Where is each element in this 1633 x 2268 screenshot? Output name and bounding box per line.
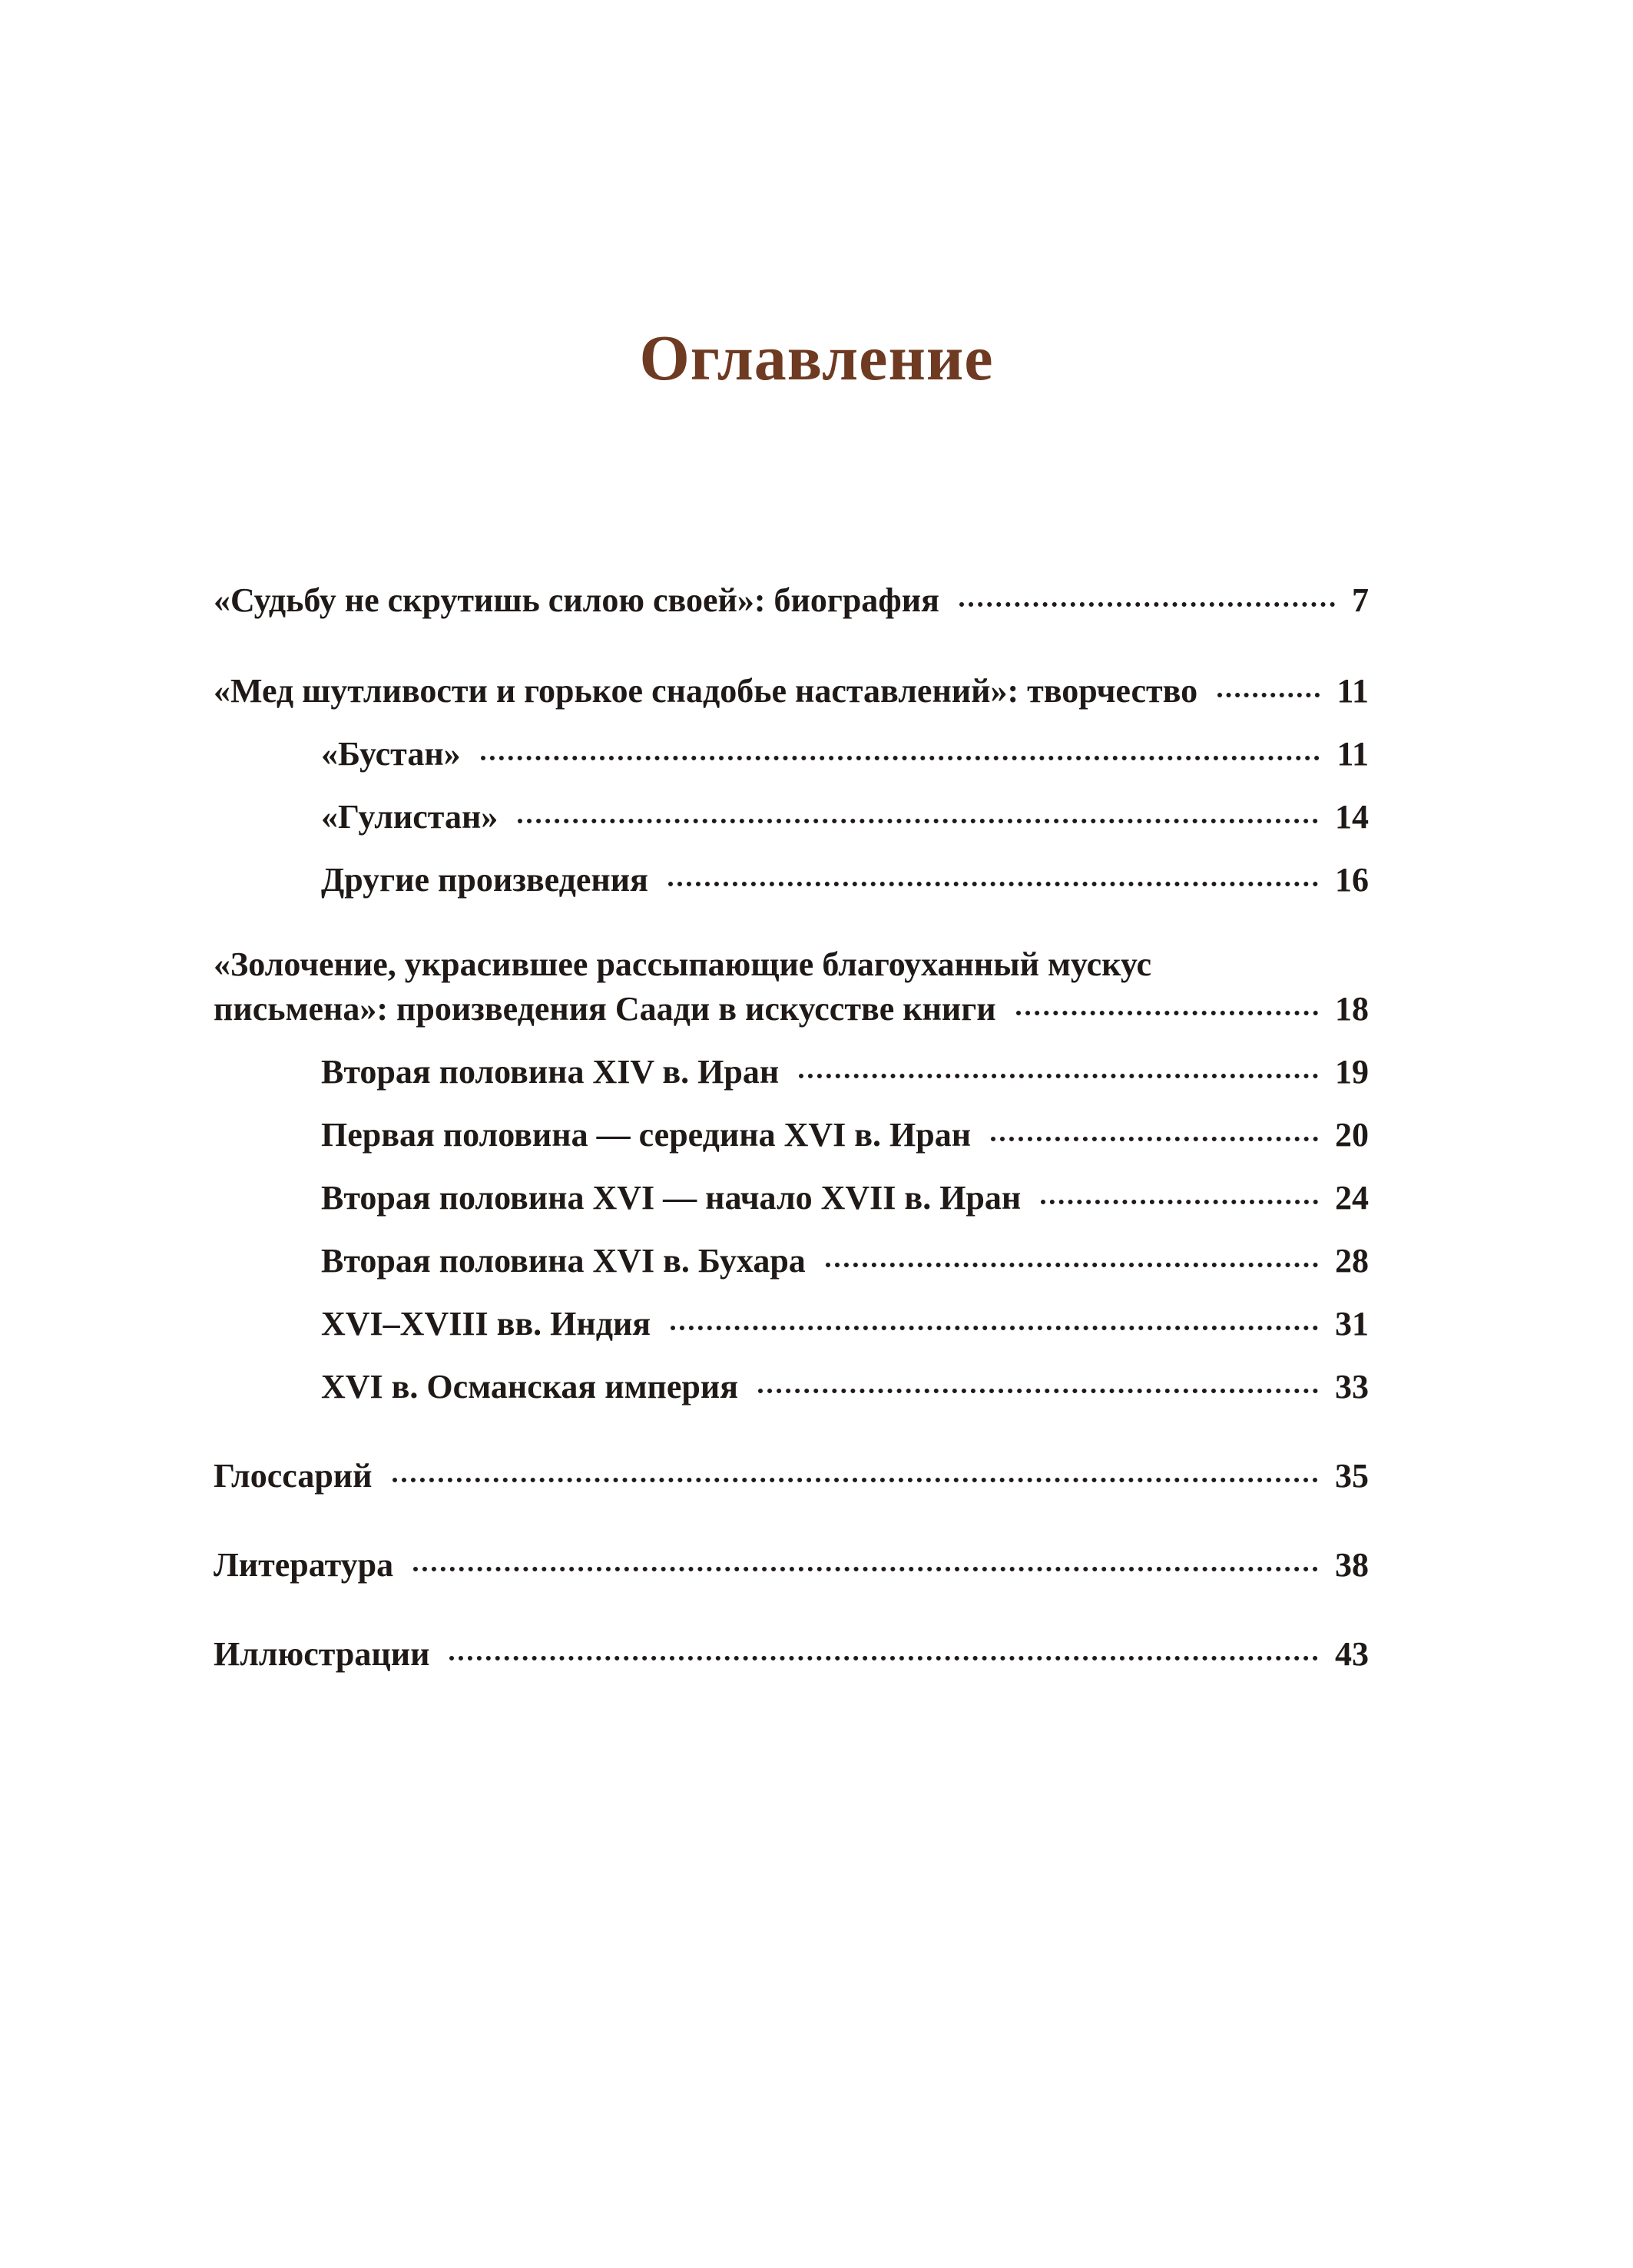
toc-entry-works[interactable] [214,668,1369,714]
dot-leader [449,1656,1318,1660]
toc-entry-bukhara[interactable] [321,1238,1369,1284]
dot-leader [1041,1200,1318,1204]
toc-entry-book-art[interactable] [214,986,1369,1032]
toc-entry-iran-16c-first[interactable] [321,1112,1369,1158]
dot-leader [1217,693,1320,697]
toc-entry-label: «Судьбу не скрутишь силою своей»: биография [214,581,939,619]
toc-page-number: 38 [1335,1546,1369,1584]
toc-entry-literature[interactable] [214,1542,1369,1588]
toc-entry-label: Вторая половина XVI — начало XVII в. Иран [321,1179,1022,1217]
toc-entry-label: Литература [214,1546,394,1584]
toc-page-number: 33 [1335,1368,1369,1405]
dot-leader [413,1567,1318,1571]
toc-entry-label: письмена»: произведения Саади в искусстве книги [214,990,996,1028]
toc-entry-label: Другие произведения [321,861,648,899]
toc-page-number: 43 [1335,1635,1369,1673]
toc-page-number: 11 [1337,672,1369,710]
toc-page-number: 24 [1335,1179,1369,1217]
toc-entry-label: XVI–XVIII вв. Индия [321,1305,651,1343]
toc-page-number: 7 [1352,581,1369,619]
toc-entry-label: Вторая половина XVI в. Бухара [321,1242,806,1280]
dot-leader [393,1478,1319,1482]
toc-page-number: 31 [1335,1305,1369,1343]
dot-leader [991,1137,1318,1141]
toc-page-number: 16 [1335,861,1369,899]
dot-leader [959,602,1335,607]
toc-entry-illustrations[interactable] [214,1631,1369,1677]
toc-entry-ottoman[interactable] [321,1364,1369,1410]
toc-page-number: 20 [1335,1116,1369,1154]
dot-leader [799,1074,1318,1078]
toc-entry-iran-14c[interactable] [321,1049,1369,1095]
toc-page-number: 11 [1337,735,1369,773]
toc-entry-other-works[interactable] [321,857,1369,903]
toc-entry-label: Иллюстрации [214,1635,430,1673]
dot-leader [518,819,1318,823]
toc-page-number: 19 [1335,1053,1369,1091]
toc-entry-label-line1[interactable]: «Золочение, украсившее рассыпающие благоуханный мускус [214,945,1151,983]
toc-entry-label: Глоссарий [214,1457,373,1495]
toc-page-number: 14 [1335,798,1369,836]
dot-leader [1016,1011,1318,1015]
toc-entry-label: Вторая половина XIV в. Иран [321,1053,780,1091]
toc-entry-label: «Бустан» [321,735,461,773]
toc-entry-glossary[interactable] [214,1453,1369,1499]
page-title: Оглавление [639,323,994,394]
dot-leader [758,1389,1318,1393]
dot-leader [481,756,1320,760]
toc-entry-label: XVI в. Османская империя [321,1368,739,1405]
toc-page-number: 28 [1335,1242,1369,1280]
toc-entry-label: Первая половина — середина XVI в. Иран [321,1116,972,1154]
dot-leader [826,1263,1318,1267]
toc-entry-india[interactable] [321,1301,1369,1347]
toc-entry-label: «Гулистан» [321,798,499,836]
toc-entry-biography[interactable] [214,578,1369,624]
dot-leader [671,1326,1318,1330]
toc-entry-label: «Мед шутливости и горькое снадобье наставлений»: творчество [214,672,1198,710]
toc-entry-iran-16c-second[interactable] [321,1175,1369,1221]
toc-page-number: 35 [1335,1457,1369,1495]
toc-page-number: 18 [1335,990,1369,1028]
toc-entry-gulistan[interactable] [321,794,1369,840]
toc-entry-bustan[interactable] [321,731,1369,777]
dot-leader [668,882,1318,886]
